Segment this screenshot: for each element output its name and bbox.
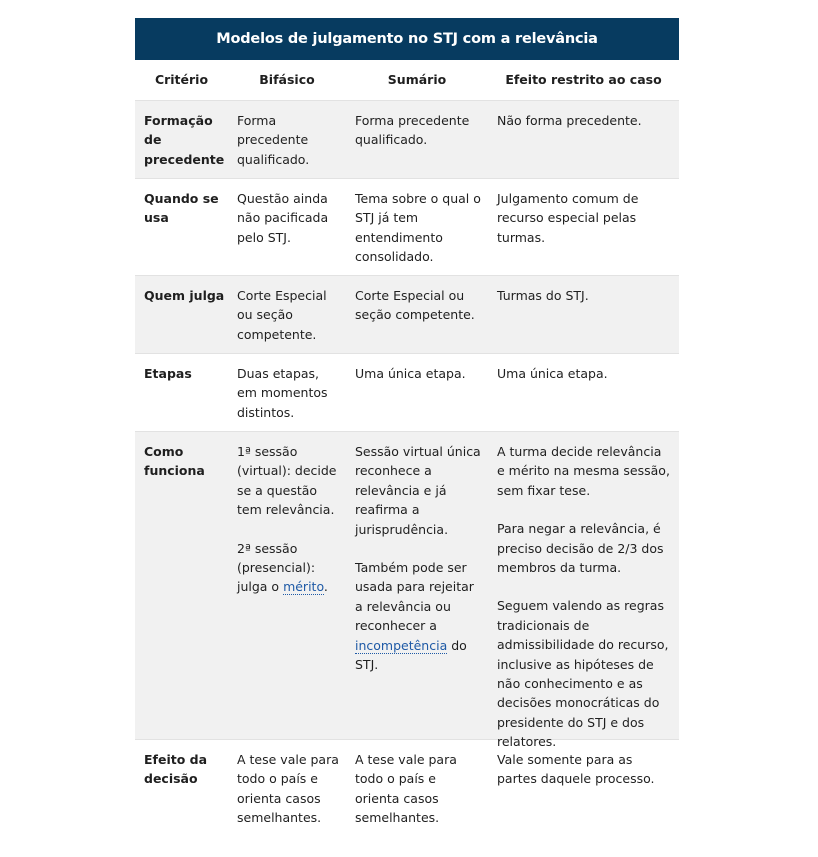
paragraph-text: do STJ. [355,637,467,673]
cell-efeito [488,432,679,750]
header-efeito-restrito: Efeito restrito ao caso [505,72,662,88]
row-criterion: Quem julga [144,288,225,303]
table-row [135,276,679,354]
cell-paragraph: Para negar a relevância, é preciso decisão de 2/3 dos membros da turma. [497,521,664,576]
cell-sumario: Forma precedente qualificado. [355,113,470,148]
table-header-row [135,60,679,101]
cell-bifasico [228,432,346,739]
paragraph-text: 2ª sessão (presencial): julga o [237,540,316,595]
cell-paragraph: Seguem valendo as regras tradicionais de admissibilidade do recurso, inclusive as hipóteses de não conhecimento e as decisões monocráticas do presidente do STJ e dos relatores. [497,598,669,750]
cell-efeito: Uma única etapa. [497,366,608,381]
cell-sumario: Corte Especial ou seção competente. [355,288,475,323]
cell-paragraph: A turma decide relevância e mérito na mesma sessão, sem fixar tese. [497,444,670,498]
cell-paragraph: Sessão virtual única reconhece a relevância e já reafirma a jurisprudência. [355,444,481,537]
cell-sumario: Tema sobre o qual o STJ já tem entendimento consolidado. [355,191,481,265]
row-criterion: Etapas [144,366,192,381]
merito-link[interactable]: mérito [283,579,324,595]
row-criterion: Como funciona [144,444,205,479]
table-row [135,740,679,836]
header-bifasico: Bifásico [259,72,315,88]
row-criterion: Formação de precedente [144,113,225,167]
paragraph-text: . [323,579,328,595]
cell-sumario: Uma única etapa. [355,366,466,381]
cell-paragraph [355,558,482,674]
header-criterio: Critério [154,72,209,88]
cell-bifasico: Duas etapas, em momentos distintos. [237,366,328,420]
cell-bifasico: Questão ainda não pacificada pelo STJ. [237,191,329,245]
row-criterion: Efeito da decisão [144,752,208,787]
cell-bifasico: Forma precedente qualificado. [237,113,310,167]
cell-sumario: A tese vale para todo o país e orienta casos semelhantes. [355,752,457,826]
cell-bifasico: A tese vale para todo o país e orienta casos semelhantes. [237,752,339,826]
cell-paragraph [237,539,340,597]
cell-paragraph: 1ª sessão (virtual): decide se a questão tem relevância. [237,444,337,518]
table-row [135,432,679,750]
table-row [135,179,679,276]
cell-bifasico: Corte Especial ou seção competente. [237,288,327,342]
row-criterion: Quando se usa [144,191,219,226]
paragraph-text: Também pode ser usada para rejeitar a relevância ou reconhecer a [355,560,474,634]
cell-efeito: Vale somente para as partes daquele processo. [497,752,655,787]
table-row [135,101,679,179]
cell-efeito: Não forma precedente. [497,113,642,128]
incompetencia-link[interactable]: incompetência [355,637,448,653]
comparison-table [135,18,679,836]
cell-sumario [346,432,488,739]
header-sumario: Sumário [387,72,447,88]
cell-efeito: Turmas do STJ. [497,288,589,303]
cell-efeito: Julgamento comum de recurso especial pelas turmas. [497,191,639,245]
table-row [135,354,679,432]
table-title: Modelos de julgamento no STJ com a relevância [135,18,679,60]
